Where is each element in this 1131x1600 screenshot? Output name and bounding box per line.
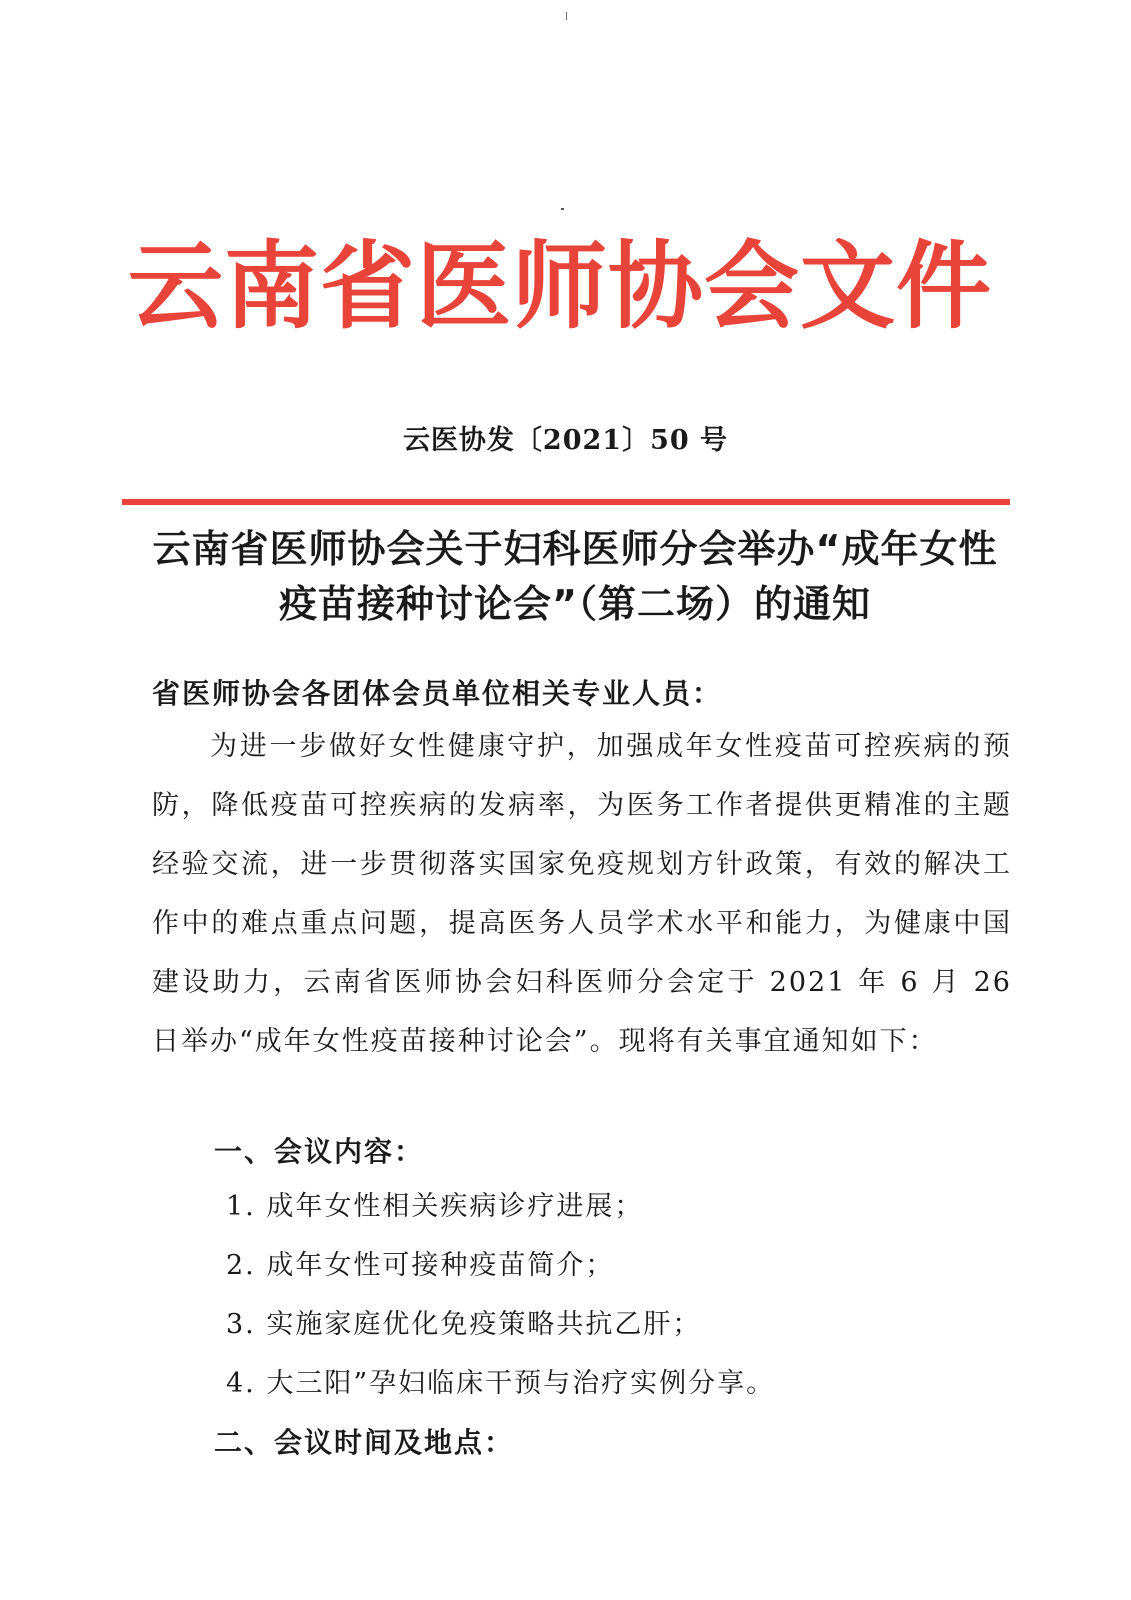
list-item: 2. 成年女性可接种疫苗简介； <box>226 1250 615 1281</box>
meeting-content-list <box>226 1177 1006 1413</box>
list-item: 3. 实施家庭优化免疫策略共抗乙肝； <box>226 1309 702 1340</box>
list-item: 1. 成年女性相关疾病诊疗进展； <box>226 1191 644 1222</box>
salutation: 省医师协会各团体会员单位相关专业人员： <box>152 677 723 710</box>
red-divider-line <box>122 499 1010 505</box>
list-item: 4. 大三阳”孕妇临床干预与治疗实例分享。 <box>226 1368 776 1399</box>
issuer-red-header: 云南省医师协会文件 <box>127 232 992 342</box>
section-heading-meeting-content: 一、会议内容： <box>214 1135 425 1168</box>
scan-speck <box>561 208 564 210</box>
section-heading-time-place: 二、会议时间及地点： <box>214 1426 515 1459</box>
notice-title: 云南省医师协会关于妇科医师分会举办“成年女性疫苗接种讨论会”（第二场）的通知 <box>152 527 998 626</box>
binding-mark <box>566 12 567 20</box>
document-number: 云医协发〔2021〕50 号 <box>402 425 729 456</box>
intro-paragraph: 为进一步做好女性健康守护，加强成年女性疫苗可控疾病的预防，降低疫苗可控疾病的发病率，为医务工作者提供更精准的主题经验交流，进一步贯彻落实国家免疫规划方针政策，有效的解决工作中的难点重点问题，提高医务人员学术水平和能力，为健康中国建设助力，云南省医师协会妇科医师分会定于 2021 年 6 月 26 日举办“成年女性疫苗接种讨论会”。现将有关事宜通知如下： <box>152 731 1012 1057</box>
